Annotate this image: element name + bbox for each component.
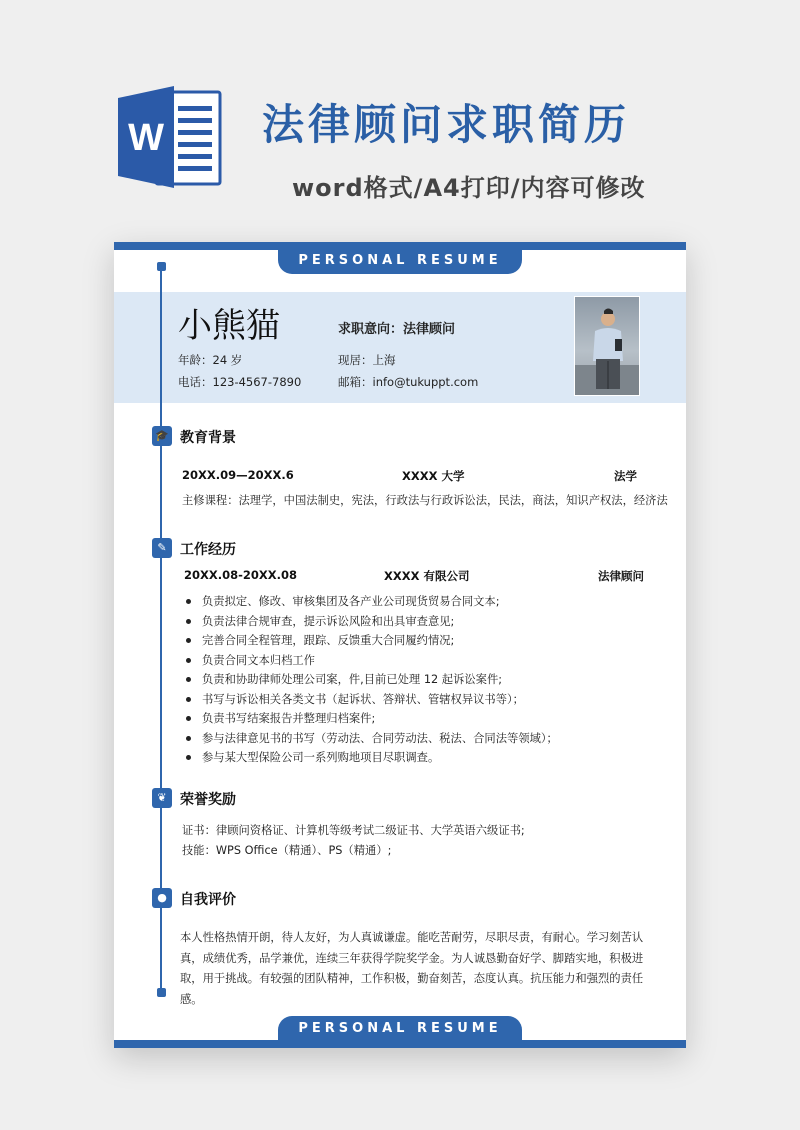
resume-sheet	[114, 242, 686, 1048]
phone-field: 电话：123-4567-7890	[178, 375, 302, 389]
list-item: 负责法律合规审查，提示诉讼风险和出具审查意见;	[186, 612, 666, 632]
timeline-end-dot	[157, 988, 166, 997]
self-eval-title: 自我评价	[180, 892, 236, 908]
banner-subtitle: word格式/A4打印/内容可修改	[292, 174, 646, 202]
list-item: 负责书写结案报告并整理归档案件;	[186, 709, 666, 729]
list-item: 负责合同文本归档工作	[186, 651, 666, 671]
work-duties-list	[186, 592, 666, 768]
resume-tab-bottom: PERSONAL RESUME	[278, 1016, 522, 1042]
honors-title: 荣誉奖励	[180, 792, 236, 808]
profile-header	[114, 292, 686, 403]
list-item: 参与某大型保险公司一系列购地项目尽职调查。	[186, 748, 666, 768]
timeline-line	[160, 268, 162, 992]
work-position: 法律顾问	[598, 569, 644, 583]
bottom-accent-bar	[114, 1040, 686, 1048]
briefcase-icon: ✎	[152, 538, 172, 558]
education-title: 教育背景	[180, 430, 236, 446]
graduation-cap-icon: 🎓	[152, 426, 172, 446]
self-eval-text: 本人性格热情开朗，待人友好，为人真诚谦虚。能吃苦耐劳，尽职尽责，有耐心。学习刻苦认真，成绩优秀，品学兼优，连续三年获得学院奖学金。为人诚恳勤奋好学、脚踏实地，积极进取，用于挑战。有较强的团队精神，工作积极，勤奋刻苦，态度认真。抗压能力和强烈的责任感。	[180, 931, 644, 1006]
list-item: 负责和协助律师处理公司案，件,目前已处理 12 起诉讼案件;	[186, 670, 666, 690]
svg-text:W: W	[128, 117, 164, 159]
residence-field: 现居：上海	[338, 353, 396, 367]
banner-title: 法律顾问求职简历	[262, 100, 631, 149]
education-school: XXXX 大学	[402, 469, 465, 483]
honors-certificates: 证书：律顾问资格证、计算机等级考试二级证书、大学英语六级证书;	[182, 824, 525, 837]
email-field: 邮箱：info@tukuppt.com	[338, 375, 479, 389]
age-field: 年龄：24 岁	[178, 353, 243, 367]
education-courses: 主修课程：法理学，中国法制史，宪法，行政法与行政诉讼法，民法，商法，知识产权法，经济法	[182, 494, 668, 507]
work-company: XXXX 有限公司	[384, 569, 470, 583]
education-period: 20XX.09—20XX.6	[182, 468, 294, 482]
resume-tab-top: PERSONAL RESUME	[278, 248, 522, 274]
work-title: 工作经历	[180, 542, 236, 558]
education-major: 法学	[614, 469, 637, 483]
leaf-icon: ❦	[152, 788, 172, 808]
list-item: 负责拟定、修改、审核集团及各产业公司现货贸易合同文本;	[186, 592, 666, 612]
person-icon: ●	[152, 888, 172, 908]
job-intent: 求职意向：法律顾问	[338, 322, 456, 337]
work-period: 20XX.08-20XX.08	[184, 568, 297, 582]
candidate-name: 小熊猫	[178, 306, 280, 346]
honors-skills: 技能：WPS Office（精通）、PS（精通）;	[182, 844, 392, 857]
list-item: 参与法律意见书的书写（劳动法、合同劳动法、税法、合同法等领域）；	[186, 729, 666, 749]
word-doc-icon	[116, 84, 226, 190]
timeline-start-dot	[157, 262, 166, 271]
list-item: 书写与诉讼相关各类文书（起诉状、答辩状、管辖权异议书等）；	[186, 690, 666, 710]
list-item: 完善合同全程管理，跟踪、反馈重大合同履约情况;	[186, 631, 666, 651]
profile-photo	[574, 296, 640, 396]
